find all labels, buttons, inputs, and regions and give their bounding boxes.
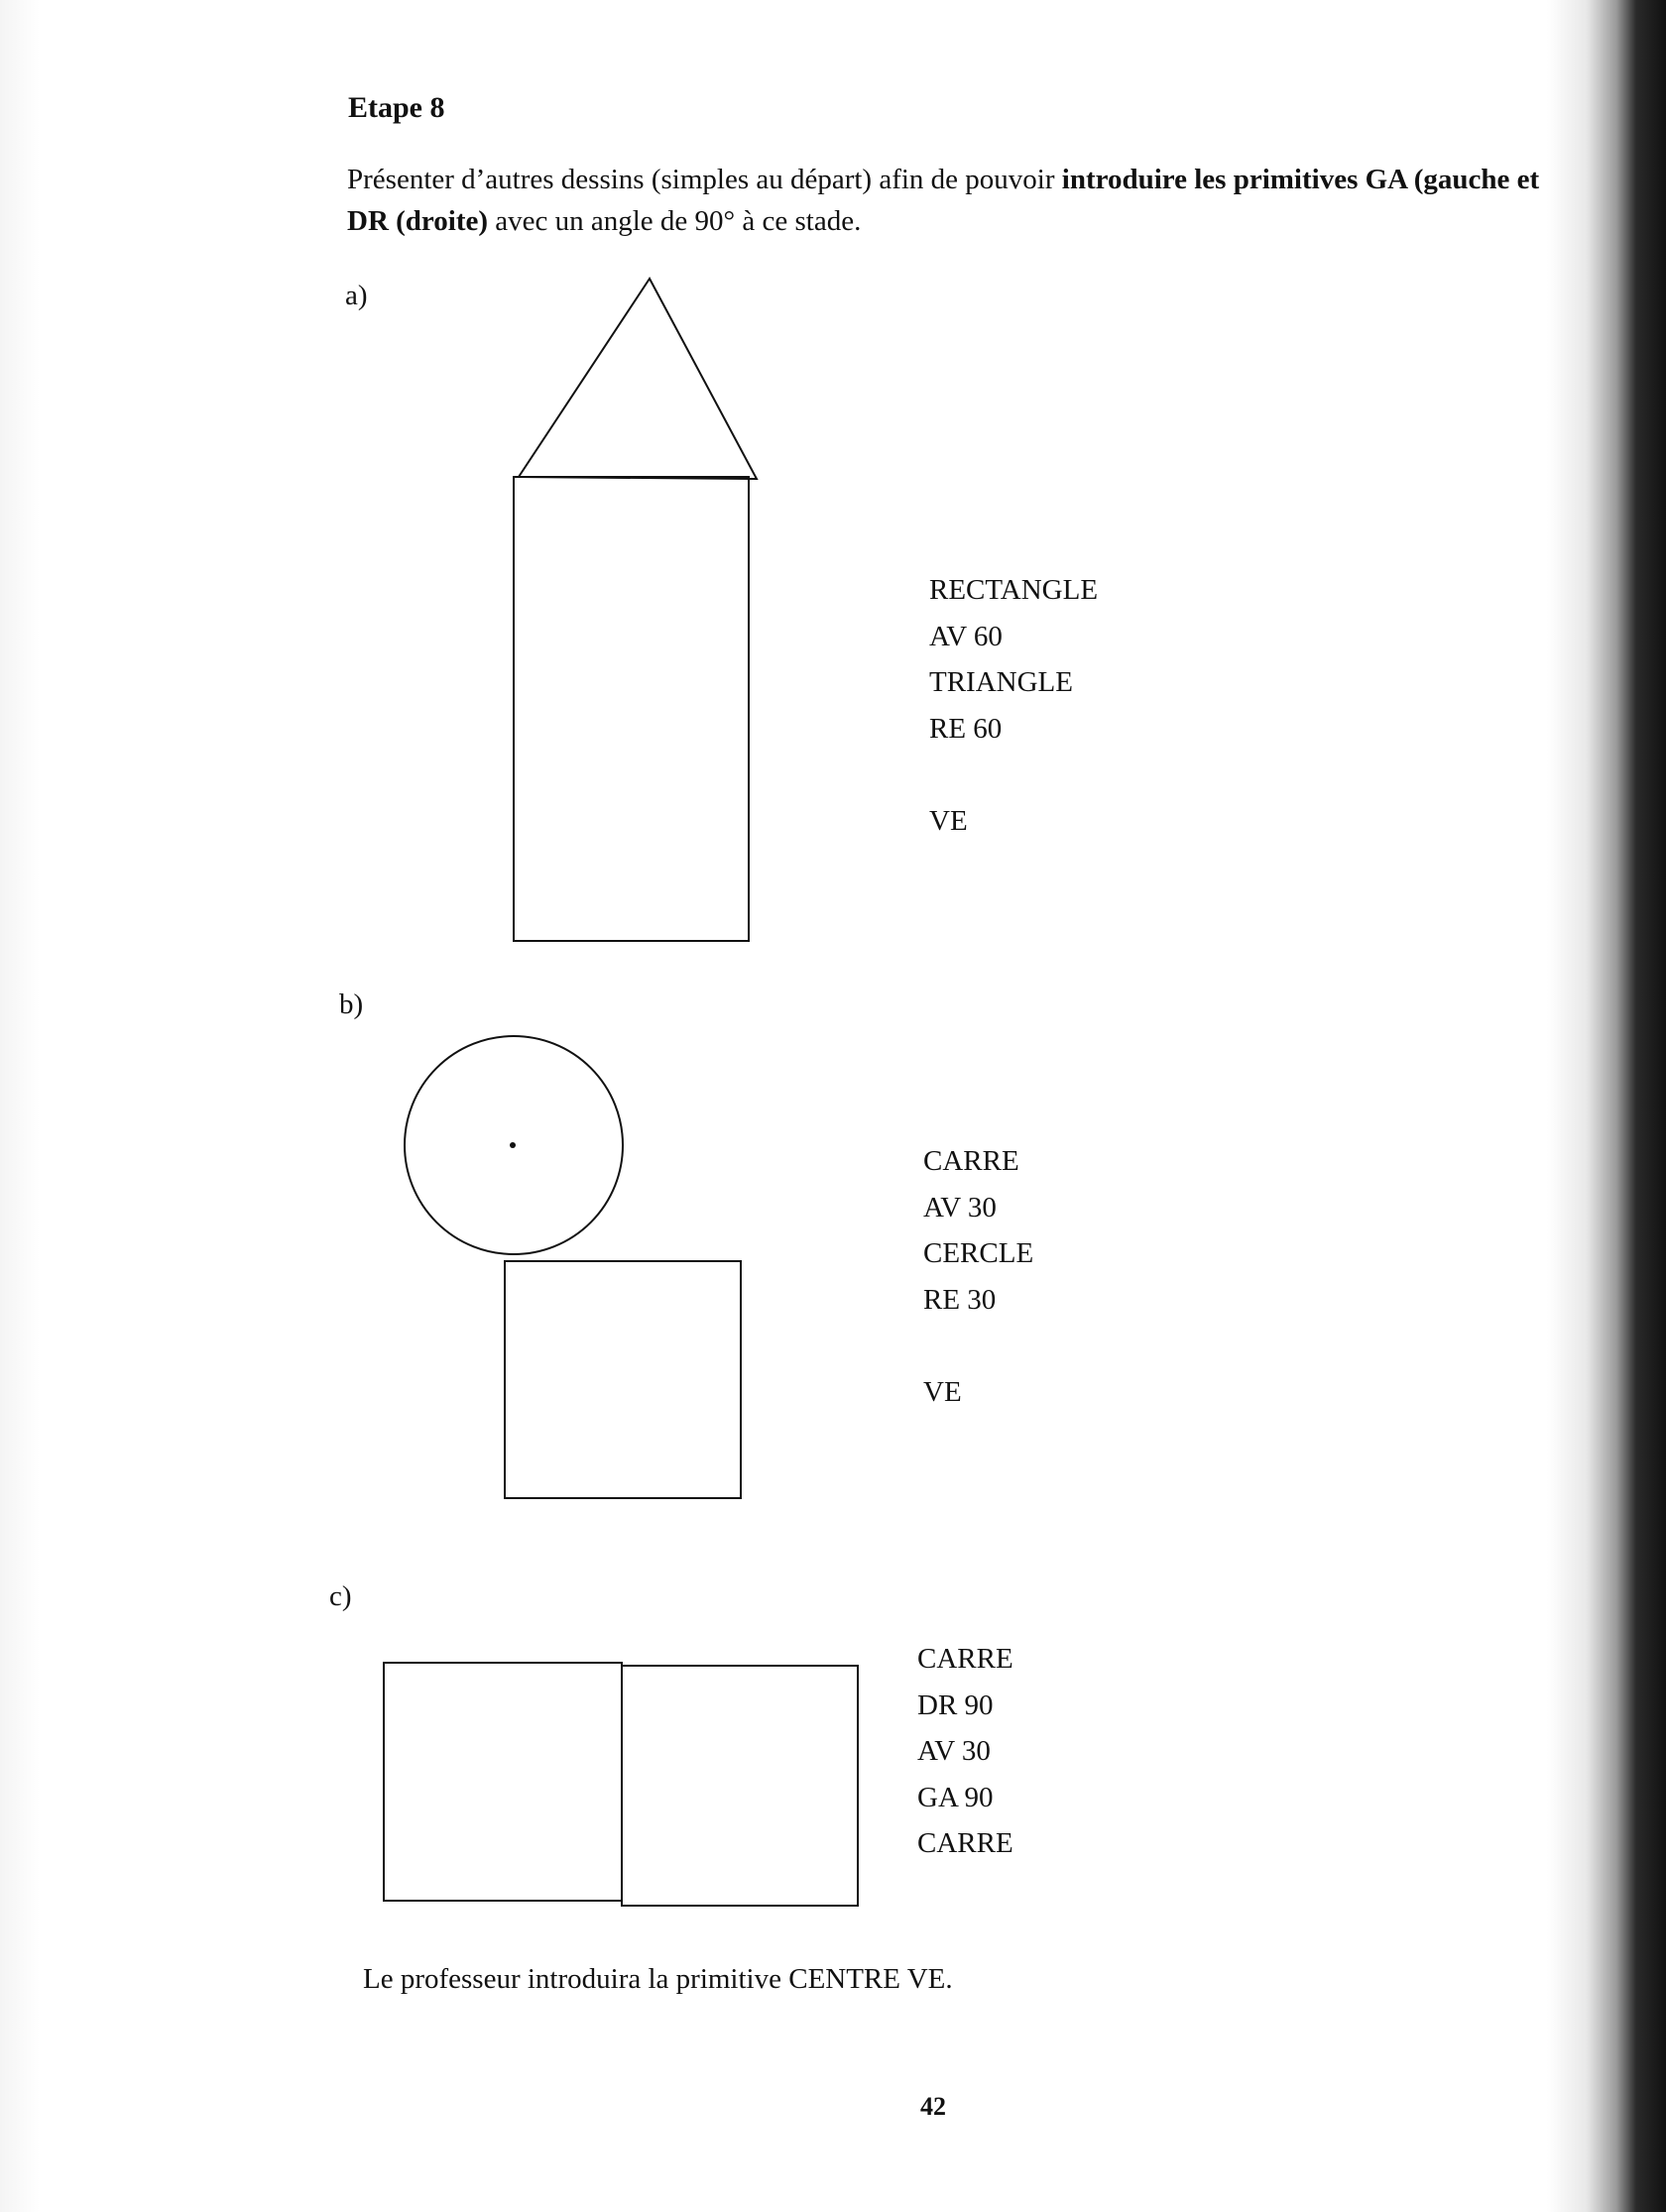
command-a-final: VE [929,804,968,837]
page-number: 42 [920,2092,946,2121]
exercise-label-b: b) [339,989,364,1020]
exercise-label-c: c) [329,1580,352,1612]
command-c-2: DR 90 [917,1688,994,1721]
command-b-4: RE 30 [923,1283,997,1316]
intro-text-1: Présenter d’autres dessins (simples au départ) afin de pouvoir [347,164,1062,195]
intro-bold-1: introduire les primitives GA (gauche et [1061,164,1540,195]
figure-a-triangle [519,279,757,479]
command-c-1: CARRE [917,1643,1013,1675]
command-b-1: CARRE [923,1145,1019,1177]
commands-a [929,567,1098,844]
commands-c [917,1636,1013,1867]
page-heading: Etape 8 [348,91,445,124]
command-a-3: TRIANGLE [929,666,1073,698]
figure-b-circle-center-dot [510,1142,516,1148]
commands-b [923,1138,1033,1415]
figure-b-square [505,1261,741,1498]
command-a-4: RE 60 [929,712,1003,745]
command-b-3: CERCLE [923,1237,1034,1269]
command-a-2: AV 60 [929,620,1003,652]
figure-c-right-square [622,1666,858,1906]
closing-note: Le professeur introduira la primitive CENTRE VE. [363,1963,953,1995]
figure-a-rectangle [514,477,749,941]
command-c-3: AV 30 [917,1735,991,1767]
command-b-2: AV 30 [923,1191,997,1223]
command-c-4: GA 90 [917,1781,994,1813]
figure-b-circle-square [405,1036,741,1498]
command-b-final: VE [923,1375,962,1408]
figure-c-left-square [384,1663,622,1901]
intro-text-2: avec un angle de 90° à ce stade. [488,205,862,238]
figure-a-house [514,279,757,941]
intro-bold-2: DR (droite) [347,205,489,238]
figure-c-two-squares [384,1663,858,1906]
command-c-5: CARRE [917,1827,1013,1859]
exercise-label-a: a) [345,280,368,311]
command-a-1: RECTANGLE [929,574,1099,606]
